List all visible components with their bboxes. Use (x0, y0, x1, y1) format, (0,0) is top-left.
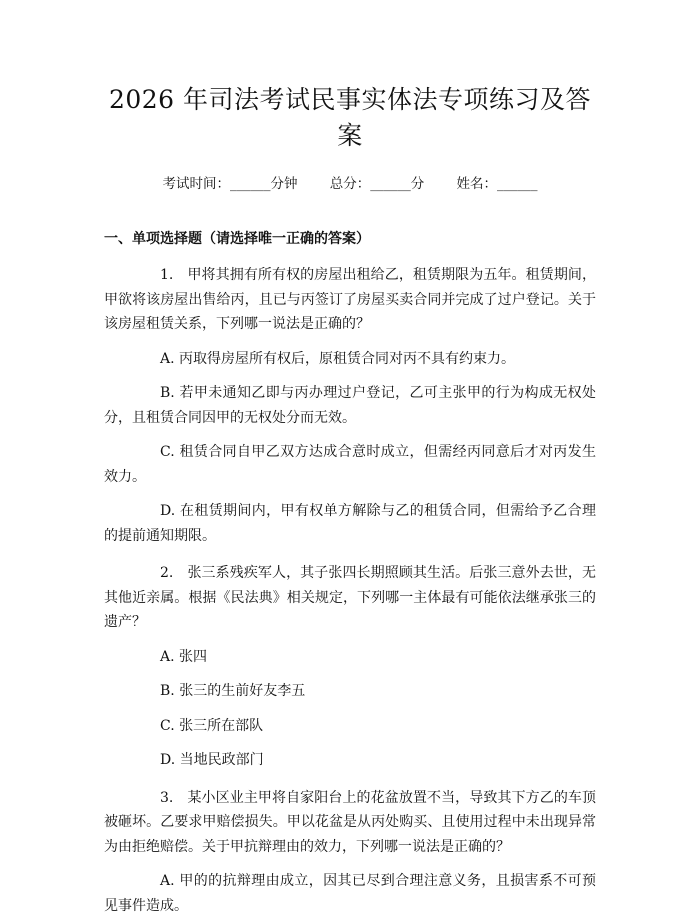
question-number: 2. (160, 565, 174, 581)
question-1-option-a: A. 丙取得房屋所有权后，原租赁合同对丙不具有约束力。 (160, 350, 516, 367)
exam-meta (104, 174, 596, 194)
question-2 (104, 561, 596, 635)
question-number: 3. (160, 789, 174, 806)
question-1-option-d: D. 在租赁期间内，甲有权单方解除与乙的租赁合同，但需给予乙合理的提前通知期限。 (104, 503, 596, 544)
question-2-option-c: C. 张三所在部队 (160, 717, 264, 734)
exam-time-field: 考试时间：______分钟 (162, 176, 298, 192)
question-2-option-a: A. 张四 (160, 648, 208, 665)
total-score-field: 总分：______分 (329, 176, 425, 192)
name-field: 姓名：______ (456, 176, 538, 192)
question-text: 张三系残疾军人，其子张四长期照顾其生活。后张三意外去世，无其他近亲属。根据《民法典》相关规定，下列哪一主体最有可能依法继承张三的遗产？ (104, 565, 596, 630)
question-2-option-b: B. 张三的生前好友李五 (160, 683, 306, 699)
question-text: 某小区业主甲将自家阳台上的花盆放置不当，导致其下方乙的车顶被砸坏。乙要求甲赔偿损失。甲以花盆是从丙处购买、且使用过程中未出现异常为由拒绝赔偿。关于甲抗辩理由的效力，下列哪一说法是正确的？ (104, 789, 596, 855)
question-1 (104, 263, 596, 337)
question-number: 1. (160, 267, 174, 283)
question-3 (104, 786, 596, 860)
question-3-option-a: A. 甲的的抗辩理由成立，因其已尽到合理注意义务，且损害系不可预见事件造成。 (104, 873, 596, 914)
question-text: 甲将其拥有所有权的房屋出租给乙，租赁期限为五年。租赁期间，甲欲将该房屋出售给丙，且已与丙签订了房屋买卖合同并完成了过户登记。关于该房屋租赁关系，下列哪一说法是正确的？ (104, 267, 596, 332)
page-title: 2026 年司法考试民事实体法专项练习及答案 (108, 85, 592, 150)
section-heading: 一、单项选择题（请选择唯一正确的答案） (104, 231, 370, 247)
question-1-option-c: C. 租赁合同自甲乙双方达成合意时成立，但需经丙同意后才对丙发生效力。 (104, 444, 596, 485)
question-1-option-b: B. 若甲未通知乙即与丙办理过户登记，乙可主张甲的行为构成无权处分，且租赁合同因甲的无权处分而无效。 (104, 385, 596, 426)
question-2-option-d: D. 当地民政部门 (160, 752, 264, 768)
